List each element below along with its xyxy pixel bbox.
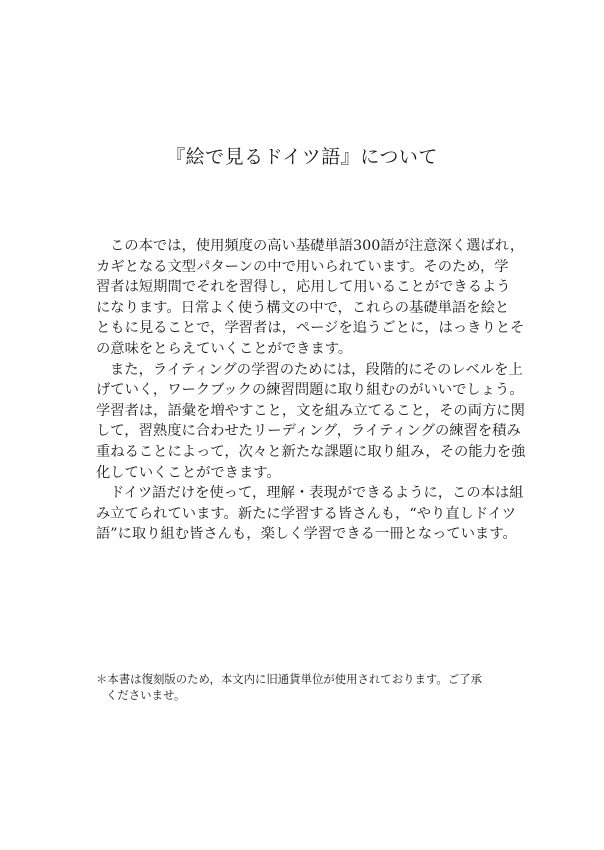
paragraph-1-line: 習者は短期間でそれを習得し，応用して用いることができるよう (96, 279, 511, 296)
paragraph-3-line: 語”に取り組む皆さんも，楽しく学習できる一冊となっています。 (96, 526, 517, 543)
paragraph-3-line: み立てられています。新たに学習する皆さんも，“やり直しドイツ (96, 505, 517, 522)
paragraph-2-line: 化していくことができます。 (96, 464, 281, 481)
paragraph-1-line: の意味をとらえていくことができます。 (96, 340, 353, 357)
paragraph-2-line: 学習者は，語彙を増やすこと，文を組み立てること，その両方に関 (96, 402, 525, 419)
paragraph-1-line: カギとなる文型パターンの中で用いられています。そのため，学 (96, 258, 509, 275)
paragraph-1-line: この本では，使用頻度の高い基礎単語300語が注意深く選ばれ， (110, 238, 525, 254)
footnote (96, 671, 532, 703)
paragraph-1-line: ともに見ることで，学習者は，ページを追うごとに，はっきりとそ (96, 320, 525, 337)
footnote-line: くださいませ。 (106, 688, 186, 702)
paragraph-2-line: 重ねることによって，次々と新たな課題に取り組み，その能力を強 (96, 443, 526, 460)
footnote-line: ＊本書は復刻版のため，本文内に旧通貨単位が使用されております。ご了承 (96, 672, 482, 686)
body-text (96, 236, 532, 545)
paragraph-2-line: また，ライティングの学習のためには，段階的にそのレベルを上 (110, 361, 523, 378)
paragraph-2-line: して，習熟度に合わせたリーディング，ライティングの練習を積み (96, 423, 521, 440)
paragraph-3-line: ドイツ語だけを使って，理解・表現ができるように，この本は組 (110, 485, 524, 502)
paragraph-1-line: になります。日常よく使う構文の中で，これらの基礎単語を絵と (96, 299, 510, 316)
page-title: 『絵で見るドイツ語』について (166, 146, 438, 168)
paragraph-2-line: げていく，ワークブックの練習問題に取り組むのがいいでしょう。 (96, 382, 524, 399)
